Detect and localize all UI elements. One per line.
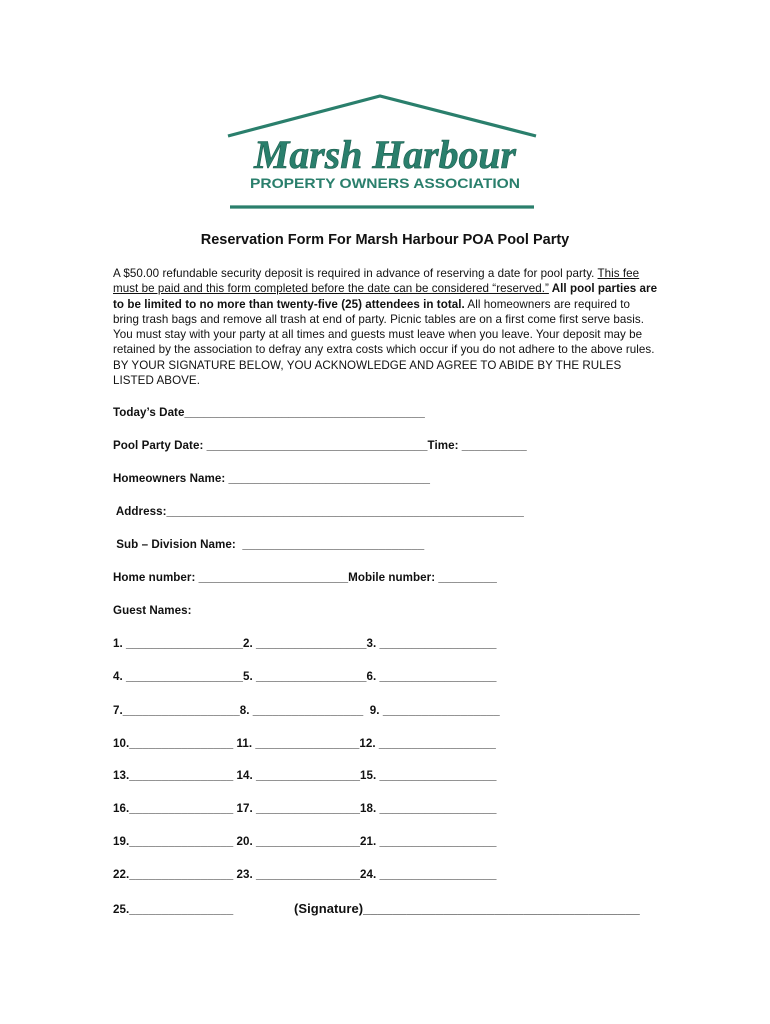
guest-25-field[interactable]: 25.________________ [113, 903, 234, 916]
guest-row[interactable]: 1. __________________2. _________________3. __________________ [113, 637, 497, 650]
deposit-text: A $50.00 refundable security deposit is required in advance of reserving a date for pool party. [113, 267, 598, 280]
guest-row[interactable]: 22.________________ 23. ________________24. __________________ [113, 868, 497, 881]
logo-name: Marsh Harbour [253, 132, 517, 177]
logo-roof [228, 96, 536, 136]
phone-numbers-field[interactable]: Home number: _______________________Mobile number: _________ [113, 571, 497, 584]
homeowners-name-field[interactable]: Homeowners Name: _______________________________ [113, 472, 430, 485]
rules-text: All homeowners are required to bring trash bags and remove all trash at end of party. Picnic tables are on a first come first serve basis. You must stay with your party at all times and guests must leave when you leave. Your deposit may be retained by the association to defray any extra costs which occur if you do not adhere to the above rules. BY YOUR SIGNATURE BELOW, YOU ACKNOWLEDGE AND AGREE TO ABIDE BY THE RULES LISTED ABOVE. [113, 297, 655, 388]
rules-paragraph [113, 266, 658, 388]
signature-field[interactable]: (Signature)______________________________________ [294, 901, 640, 916]
guest-row[interactable]: 19.________________ 20. ________________21. __________________ [113, 835, 497, 848]
marsh-harbour-logo [222, 92, 542, 214]
logo-subtitle: PROPERTY OWNERS ASSOCIATION [250, 175, 520, 191]
guest-row[interactable]: 16.________________ 17. ________________18. __________________ [113, 802, 497, 815]
address-field[interactable]: Address:_______________________________________________________ [113, 505, 524, 518]
form-title: Reservation Form For Marsh Harbour POA Pool Party [200, 232, 570, 248]
subdivision-field[interactable]: Sub – Division Name: ____________________________ [113, 538, 425, 551]
guest-row[interactable]: 7.__________________8. _________________ 9. __________________ [113, 704, 500, 717]
guest-row[interactable]: 13.________________ 14. ________________15. __________________ [113, 769, 497, 782]
guest-names-label: Guest Names: [113, 604, 192, 617]
guest-row[interactable]: 4. __________________5. _________________6. __________________ [113, 670, 497, 683]
pool-party-date-field[interactable]: Pool Party Date: __________________________________Time: __________ [113, 439, 527, 452]
guest-row[interactable]: 10.________________ 11. ________________12. __________________ [113, 737, 496, 750]
todays-date-field[interactable]: Today’s Date_____________________________________ [113, 406, 425, 419]
attendee-limit: All pool parties are to be limited to no more than twenty-five (25) attendees in total. [113, 282, 658, 311]
fee-notice: This fee must be paid and this form completed before the date can be considered “reserved.” [113, 267, 640, 296]
